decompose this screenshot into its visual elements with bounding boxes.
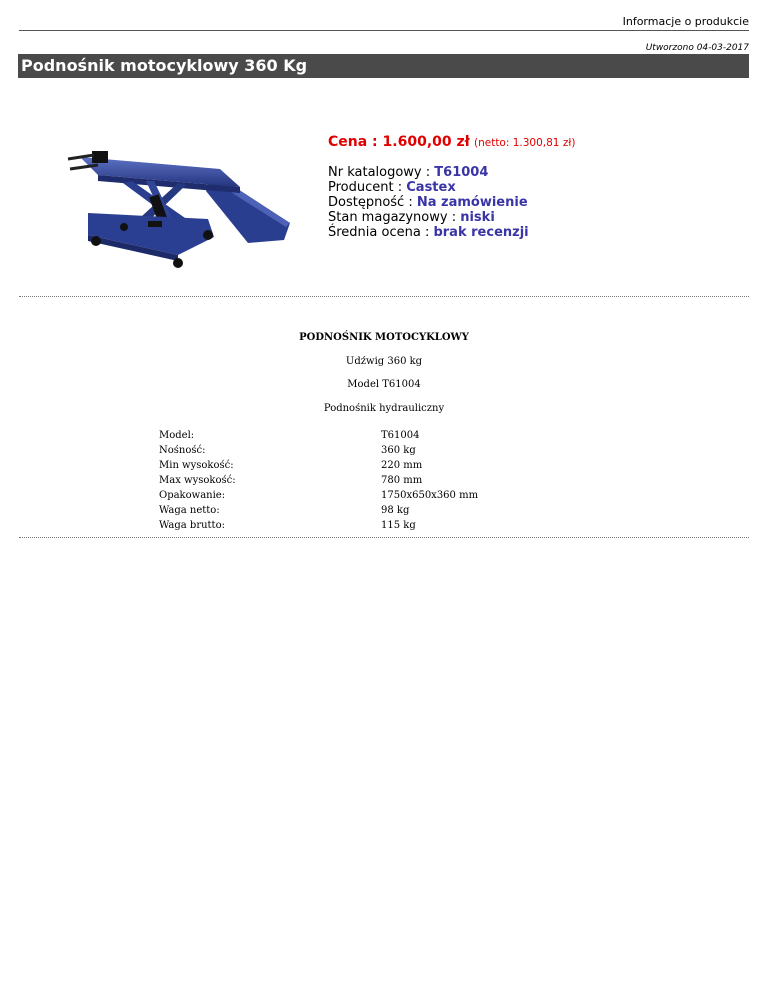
attribute-rating xyxy=(328,225,575,240)
table-row xyxy=(159,458,478,473)
spec-key: Waga netto: xyxy=(159,505,220,516)
attribute-label: Stan magazynowy : xyxy=(328,210,461,225)
spec-value: 115 kg xyxy=(381,520,416,531)
spec-value: 780 mm xyxy=(381,475,423,486)
attribute-availability xyxy=(328,195,575,210)
table-row xyxy=(159,473,478,488)
description-line: Udźwig 360 kg xyxy=(345,356,423,367)
header-info-title: Informacje o produkcie xyxy=(622,15,749,28)
price-row xyxy=(328,135,575,151)
attribute-producer xyxy=(328,180,575,195)
spec-key: Model: xyxy=(159,430,195,441)
table-row xyxy=(159,443,478,458)
attribute-label: Producent : xyxy=(328,180,407,195)
created-date: Utworzono 04-03-2017 xyxy=(645,43,749,53)
price-net: (netto: 1.300,81 zł) xyxy=(473,137,576,149)
attribute-stock xyxy=(328,210,575,225)
table-row xyxy=(159,518,478,533)
header-divider xyxy=(19,30,749,31)
price-label: Cena : xyxy=(328,134,383,150)
product-title-bar xyxy=(18,54,749,78)
spec-value: 220 mm xyxy=(381,460,423,471)
attribute-catalog-number xyxy=(328,165,575,180)
description-line: Podnośnik hydrauliczny xyxy=(323,403,445,414)
description-heading: PODNOŚNIK MOTOCYKLOWY xyxy=(299,332,469,343)
spec-value: 1750x650x360 mm xyxy=(381,490,479,501)
motorcycle-lift-image xyxy=(28,95,318,280)
attribute-label: Średnia ocena : xyxy=(328,225,434,240)
table-row xyxy=(159,428,478,443)
table-row xyxy=(159,503,478,518)
spec-value: 98 kg xyxy=(381,505,410,516)
spec-value: 360 kg xyxy=(381,445,416,456)
attribute-value: brak recenzji xyxy=(433,225,529,240)
attribute-label: Nr katalogowy : xyxy=(328,165,435,180)
attribute-value: Castex xyxy=(406,180,456,195)
attribute-value: niski xyxy=(460,210,495,225)
spec-value: T61004 xyxy=(381,430,420,441)
attribute-value: Na zamówienie xyxy=(416,195,528,210)
section-divider-bottom xyxy=(19,537,749,538)
spec-key: Opakowanie: xyxy=(159,490,226,501)
description-line: Model T61004 xyxy=(347,379,421,390)
attribute-value: T61004 xyxy=(434,165,489,180)
spec-key: Max wysokość: xyxy=(159,475,236,486)
spec-key: Waga brutto: xyxy=(159,520,225,531)
table-row xyxy=(159,488,478,503)
product-info xyxy=(328,135,575,240)
specs-table xyxy=(159,428,478,533)
spec-key: Nośność: xyxy=(159,445,206,456)
price-value: 1.600,00 zł xyxy=(382,134,470,150)
product-title: Podnośnik motocyklowy 360 Kg xyxy=(21,56,308,75)
spec-key: Min wysokość: xyxy=(159,460,234,471)
section-divider-top xyxy=(19,296,749,297)
attribute-label: Dostępność : xyxy=(328,195,417,210)
